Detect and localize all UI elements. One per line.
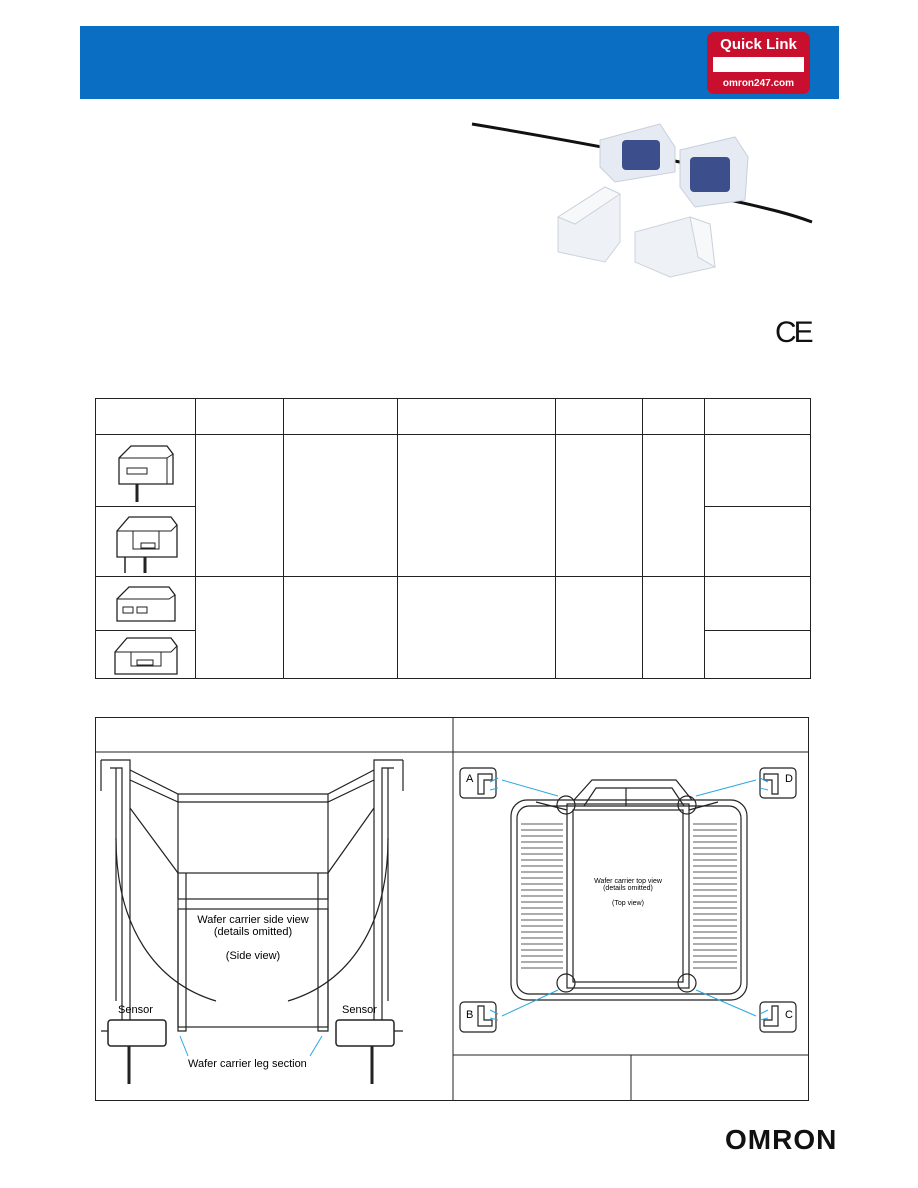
table-cell (284, 435, 398, 577)
header-cell (196, 399, 284, 435)
table-header-row (96, 399, 811, 435)
table-cell (643, 435, 705, 577)
sensor-unit-2 (680, 137, 748, 207)
top-view-line2: (details omitted) (603, 885, 653, 892)
table-cell (705, 435, 811, 507)
quick-link-code-box (713, 57, 804, 72)
sensor-unit-1 (600, 124, 675, 182)
sensor-model-2-icon (111, 509, 181, 575)
header-cell (705, 399, 811, 435)
top-view-line1: Wafer carrier top view (594, 878, 662, 885)
table-cell (196, 577, 284, 679)
ce-mark: CE (775, 316, 811, 349)
sensor-label-right: Sensor (342, 1004, 377, 1016)
product-photo (470, 112, 815, 282)
leg-arrows (180, 1036, 322, 1056)
diagram-drawing (96, 718, 808, 1100)
bracket-1 (558, 187, 620, 262)
side-view-label (178, 914, 328, 962)
quick-link-url[interactable]: omron247.com (722, 78, 795, 89)
bracket-2 (635, 217, 715, 277)
top-view-label (567, 878, 689, 907)
header-cell (643, 399, 705, 435)
table-cell (643, 577, 705, 679)
table-row (96, 435, 811, 507)
right-sensor-drawing (336, 1020, 394, 1084)
left-sensor-drawing (108, 1020, 166, 1084)
application-diagram (95, 717, 809, 1101)
header-cell (96, 399, 196, 435)
corner-label-a: A (466, 773, 474, 785)
side-view-line2: (details omitted) (213, 926, 293, 938)
top-view-line3: (Top view) (612, 900, 644, 907)
sensor-model-1-icon (111, 438, 181, 504)
model-table (95, 398, 811, 679)
table-cell (398, 435, 556, 577)
corner-label-d: D (785, 773, 793, 785)
sensor-model-4-icon (111, 632, 181, 678)
model-icon-cell (96, 435, 196, 507)
table-cell (705, 577, 811, 631)
header-cell (556, 399, 643, 435)
model-icon-cell (96, 631, 196, 679)
sensor-label-left: Sensor (118, 1004, 153, 1016)
model-icon-cell (96, 507, 196, 577)
leg-section-label: Wafer carrier leg section (188, 1058, 307, 1070)
table-cell (556, 577, 643, 679)
sensor-model-3-icon (111, 581, 181, 627)
header-cell (284, 399, 398, 435)
side-view-line1: Wafer carrier side view (197, 914, 309, 926)
header-cell (398, 399, 556, 435)
table-row (96, 577, 811, 631)
omron-logo: OMRON (725, 1124, 838, 1155)
table-cell (705, 631, 811, 679)
corner-label-b: B (466, 1009, 474, 1021)
quick-link-label: Quick Link (720, 36, 797, 53)
table-cell (284, 577, 398, 679)
side-view-drawing (101, 760, 403, 1031)
model-icon-cell (96, 577, 196, 631)
slot-hatching-left (521, 824, 563, 968)
table-cell (705, 507, 811, 577)
table-cell (556, 435, 643, 577)
table-cell (196, 435, 284, 577)
corner-label-c: C (785, 1009, 793, 1021)
table-cell (398, 577, 556, 679)
quick-link-badge[interactable] (707, 32, 810, 94)
slot-hatching-right (693, 824, 737, 968)
side-view-line3: (Side view) (225, 950, 281, 962)
